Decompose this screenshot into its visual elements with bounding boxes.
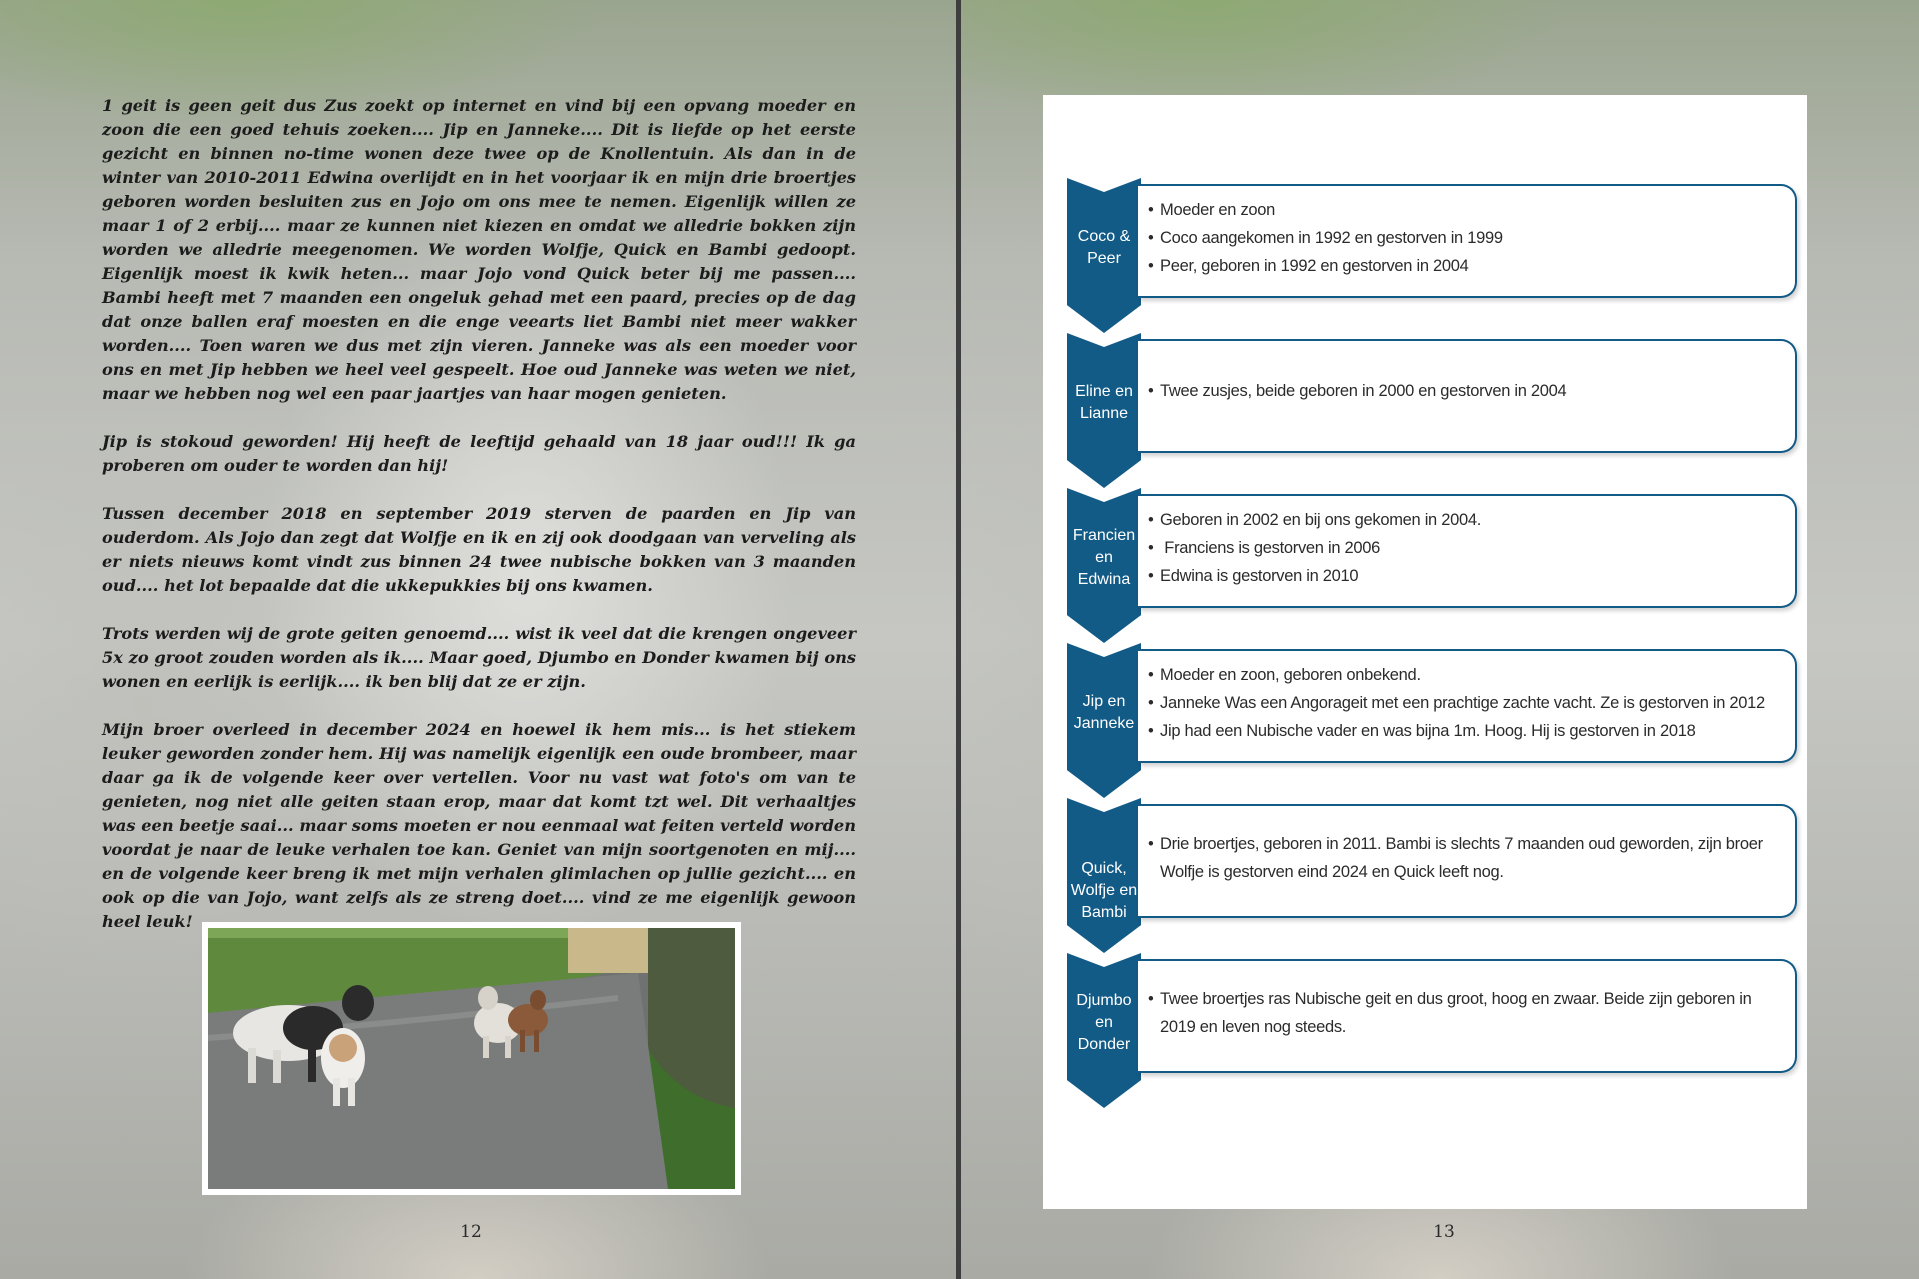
timeline-item: • Edwina is gestorven in 2010 [1146,562,1789,590]
timeline-label [1067,852,1141,930]
timeline-label-line: en Donder [1077,1014,1131,1053]
timeline-item: • Jip had een Nubische vader en was bijna 1m. Hoog. Hij is gestorven in 2018 [1146,717,1789,745]
page-number-left: 12 [460,1222,482,1242]
timeline-row [1043,333,1807,488]
timeline-label-line: Francien [1072,527,1136,544]
timeline-info-box [1138,804,1797,918]
timeline-item: • Twee broertjes ras Nubische geit en dus groot, hoog en zwaar. Beide zijn geboren in 2019 en leven nog steeds. [1146,985,1789,1041]
timeline-row [1043,178,1807,333]
timeline-item: • Janneke Was een Angorageit met een prachtige zachte vacht. Ze is gestorven in 2012 [1146,689,1789,717]
story-paragraph: Trots werden wij de grote geiten genoemd.... wist ik veel dat die krengen ongeveer 5x zo groot zouden worden als ik.... Maar goed, Djumbo en Donder kwamen bij ons wonen en eerlijk is eerlijk.... ik ben blij dat ze er zijn. [102,624,856,691]
timeline-label-line: Peer [1087,250,1121,267]
story-paragraph: Jip is stokoud geworden! Hij heeft de leeftijd gehaald van 18 jaar oud!!! Ik ga proberen om ouder te worden dan hij! [102,432,856,475]
timeline-item: • Twee zusjes, beide geboren in 2000 en gestorven in 2004 [1146,377,1789,405]
timeline-info-box [1138,959,1797,1073]
goats-photo-illustration [208,928,735,1189]
timeline-item: • Moeder en zoon, geboren onbekend. [1146,661,1789,689]
timeline-label-line: Janneke [1073,715,1135,732]
story-text [102,94,856,958]
timeline-item: • Geboren in 2002 en bij ons gekomen in 2004. [1146,506,1789,534]
timeline-label-line: Djumbo [1076,992,1132,1009]
timeline-label-line: Quick, [1081,860,1127,877]
timeline-item: • Peer, geboren in 1992 en gestorven in 2004 [1146,252,1789,280]
timeline-item: • Drie broertjes, geboren in 2011. Bambi is slechts 7 maanden oud geworden, zijn broer Wolfje is gestorven eind 2024 en Quick leeft nog. [1146,830,1789,886]
right-page [961,0,1919,1279]
timeline-row [1043,643,1807,798]
timeline-label-line: Eline en [1075,383,1133,400]
timeline-label [1067,198,1141,298]
timeline-info-box [1138,494,1797,608]
timeline-label-line: Jip en [1082,693,1126,710]
timeline-label-line: Lianne [1079,405,1129,422]
story-paragraph: Mijn broer overleed in december 2024 en hoewel ik hem mis... is het stiekem leuker geworden zonder hem. Hij was namelijk eigenlijk een oude brombeer, maar daar ga ik de volgende keer over vertellen. Voor nu vast wat foto's om van te genieten, nog niet alle geiten staan erop, maar dat komt tzt wel. Dit verhaaltjes was een beetje saai... maar soms moeten er nou eenmaal wat feiten verteld worden voordat je naar de leuke verhalen toe kan. Geniet van mijn soortgenoten en mij.... en de volgende keer breng ik met mijn verhalen glimlachen op jullie gezicht.... en ook op die van Jojo, want zelfs als ze streng doet.... vind ze me eigenlijk gewoon heel leuk! [102,720,856,931]
left-page [0,0,956,1279]
timeline-label-line: Coco & [1077,228,1131,245]
timeline-item: • Franciens is gestorven in 2006 [1146,534,1789,562]
timeline-card [1043,95,1807,1209]
timeline-row [1043,798,1807,953]
timeline-item: • Coco aangekomen in 1992 en gestorven in 1999 [1146,224,1789,252]
timeline-label [1067,663,1141,763]
timeline-label [1067,973,1141,1073]
timeline-label [1067,508,1141,608]
timeline-item: • Moeder en zoon [1146,196,1789,224]
timeline-label [1067,353,1141,453]
timeline-label-line: Bambi [1081,904,1127,921]
timeline-info-box [1138,339,1797,453]
story-paragraph: Tussen december 2018 en september 2019 sterven de paarden en Jip van ouderdom. Als Jojo dan zegt dat Wolfje en ik en zij ook doodgaan van verveling als er niets nieuws komt vindt zus binnen 24 twee nubische bokken van 3 maanden oud.... het lot bepaalde dat die ukkepukkies bij ons kwamen. [102,504,856,595]
timeline-row [1043,953,1807,1108]
story-paragraph: 1 geit is geen geit dus Zus zoekt op internet en vind bij een opvang moeder en zoon die een goed tehuis zoeken.... Jip en Janneke.... Dit is liefde op het eerste gezicht en binnen no-time wonen deze twee op de Knollentuin. Als dan in de winter van 2010-2011 Edwina overlijdt en in het voorjaar ik en mijn drie broertjes geboren worden besluiten zus en Jojo om ons mee te nemen. Eigenlijk willen ze maar 1 of 2 erbij.... maar ze kunnen niet kiezen en omdat we alledrie bokken zijn worden we alledrie meegenomen. We worden Wolfje, Quick en Bambi gedoopt. Eigenlijk moest ik kwik heten... maar Jojo vond Quick beter bij me passen.... Bambi heeft met 7 maanden een ongeluk gehad met een paard, precies op de dag dat onze ballen eraf moesten en die enge veearts liet Bambi niet meer wakker worden.... Toen waren we dus met zijn vieren. Janneke was als een moeder voor ons en met Jip hebben we heel veel gespeelt. Hoe oud Janneke was weten we niet, maar we hebben nog wel een paar jaartjes van haar mogen genieten. [102,96,856,403]
timeline-label-line: Wolfje en [1070,882,1138,899]
goats-photo [202,922,741,1195]
timeline-info-box [1138,184,1797,298]
timeline-row [1043,488,1807,643]
timeline-info-box [1138,649,1797,763]
timeline-label-line: en Edwina [1077,549,1131,588]
page-number-right: 13 [1433,1222,1455,1242]
